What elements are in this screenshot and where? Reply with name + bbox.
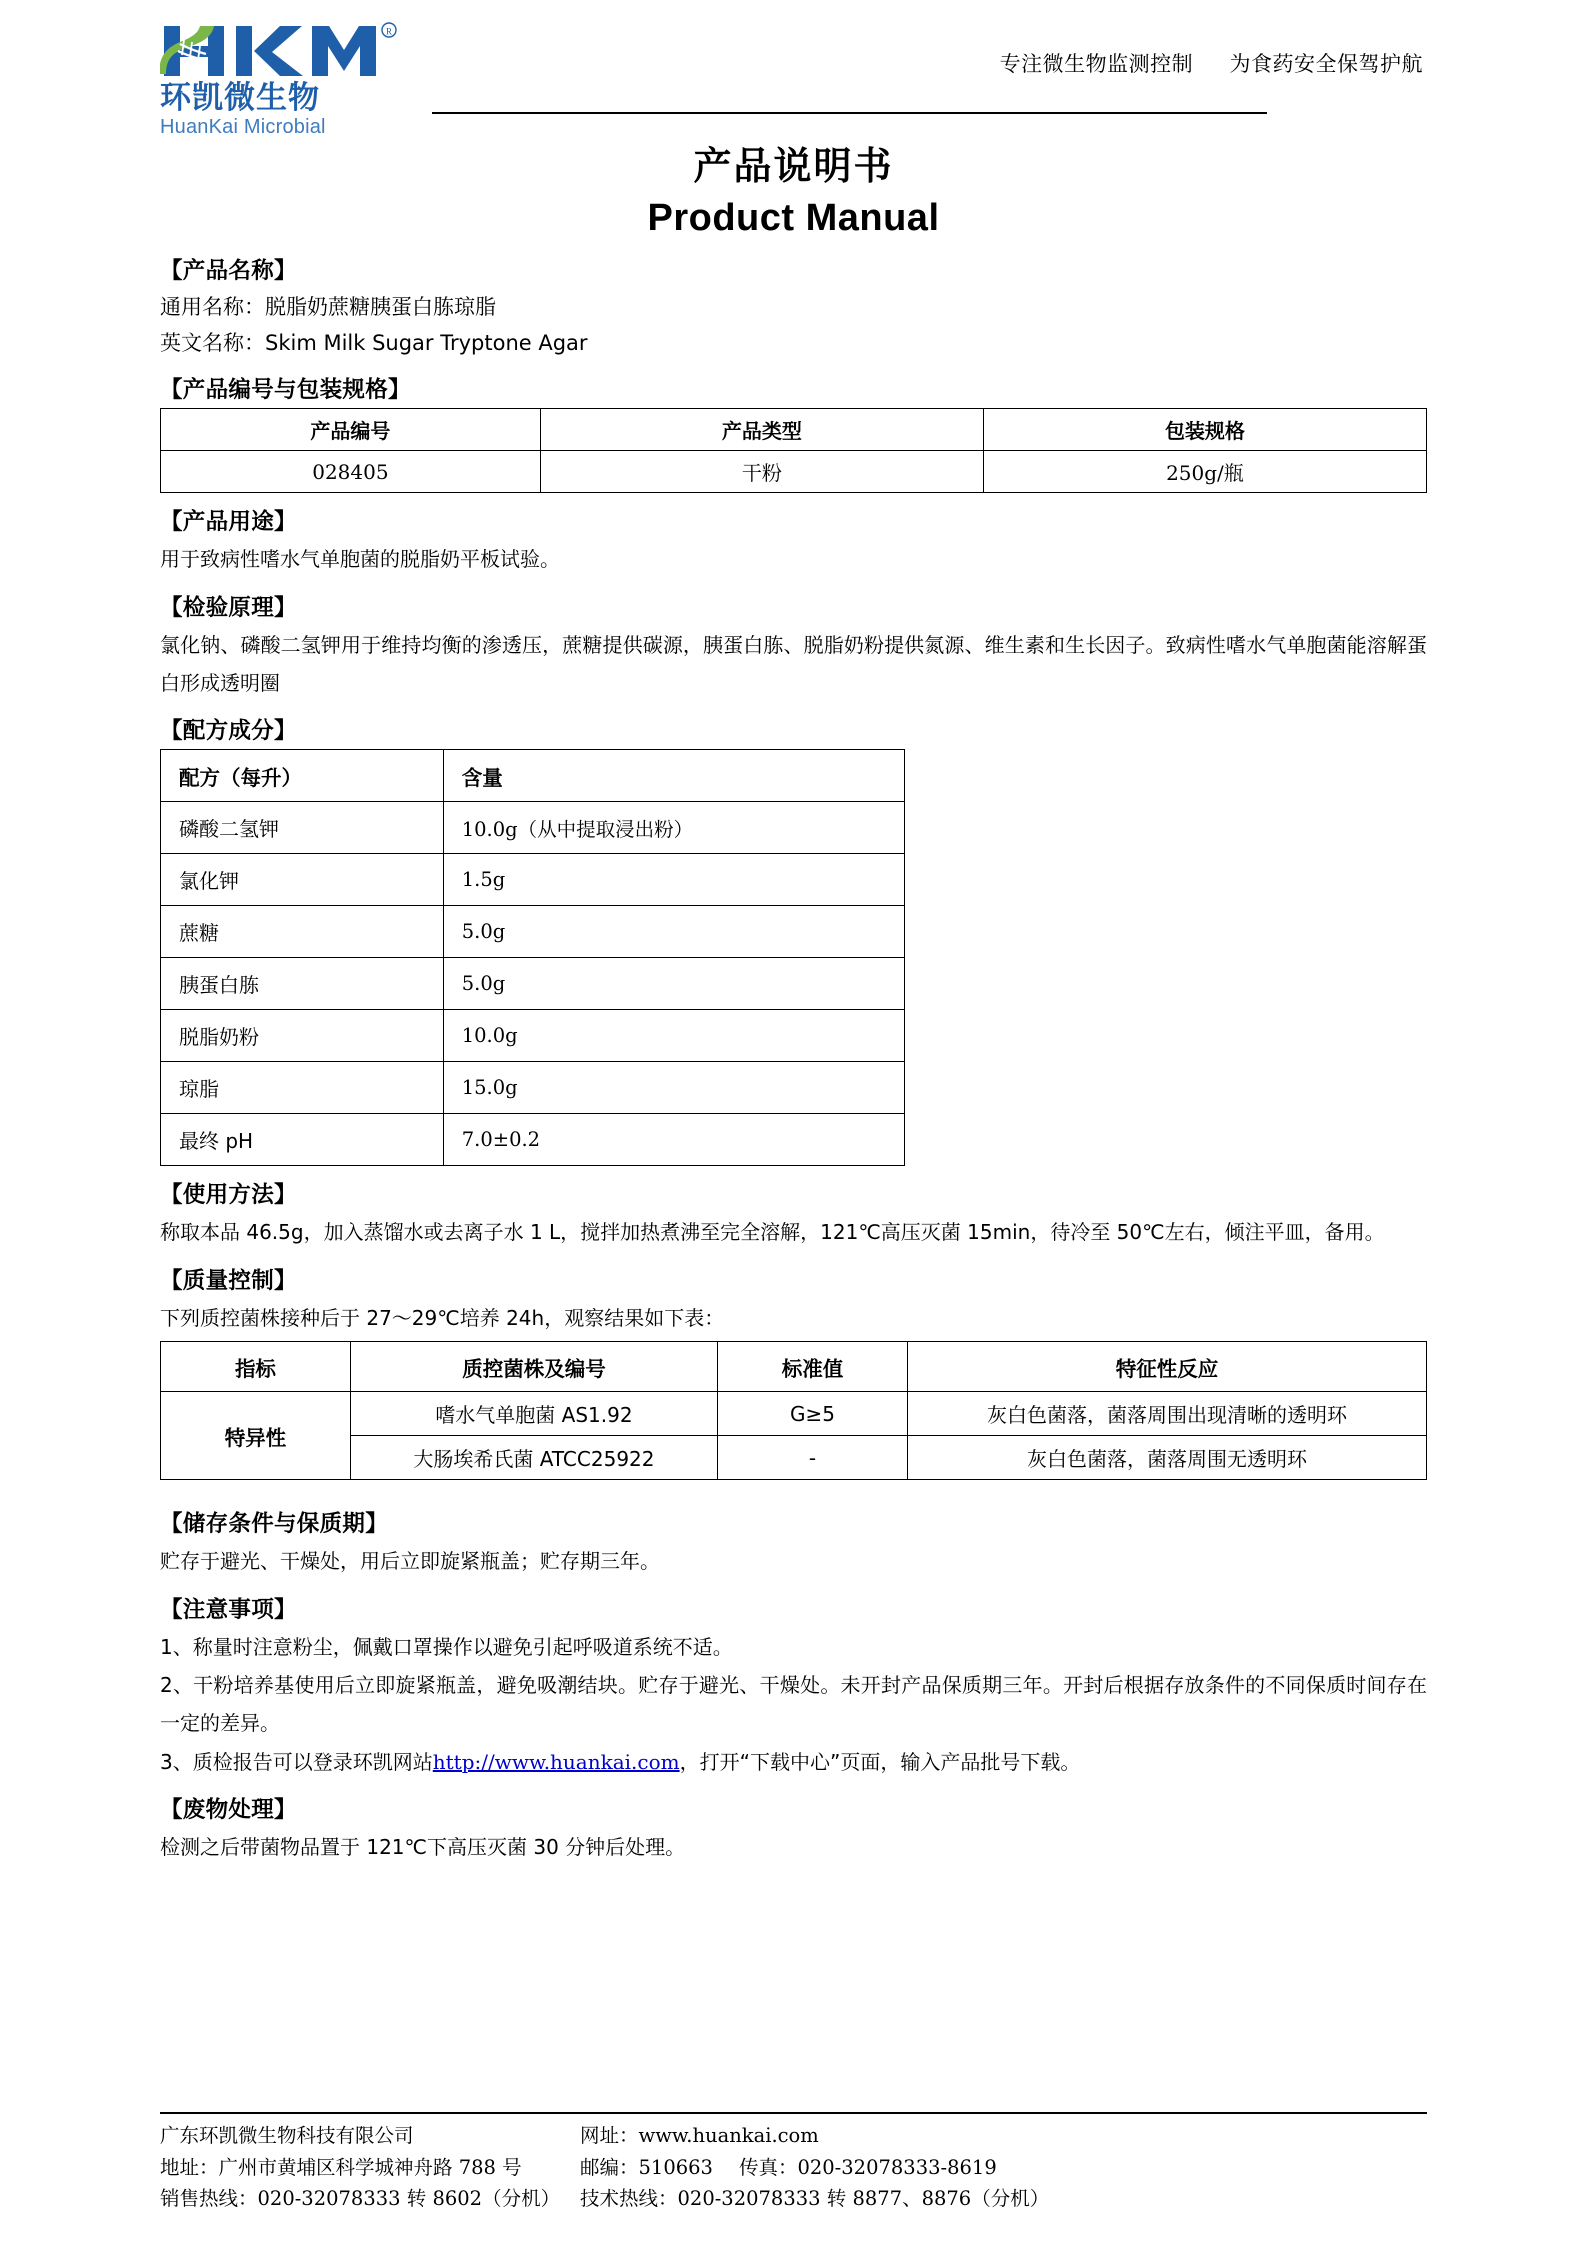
qc-col-standard: 标准值 [718, 1342, 908, 1392]
note-3-prefix: 3、质检报告可以登录环凯网站 [160, 1749, 433, 1774]
tagline-right-text: 为食药安全保驾护航 [1229, 52, 1423, 76]
formula-cell-name: 蔗糖 [161, 906, 444, 958]
tagline-left-text: 专注微生物监测控制 [999, 52, 1194, 76]
spec-col-type: 产品类型 [540, 409, 983, 451]
qc-cell-standard: G≥5 [718, 1392, 908, 1436]
qc-col-strain: 质控菌株及编号 [350, 1342, 717, 1392]
table-row [161, 958, 905, 1010]
page-header [160, 0, 1427, 138]
formula-col-amount: 含量 [443, 750, 904, 802]
formula-cell-amount: 1.5g [443, 854, 904, 906]
footer-divider [160, 2112, 1427, 2114]
table-header-row [161, 1342, 1427, 1392]
usage-text: 用于致病性嗜水气单胞菌的脱脂奶平板试验。 [160, 547, 560, 572]
qc-col-index: 指标 [161, 1342, 351, 1392]
table-row [161, 802, 905, 854]
qc-cell-reaction: 灰白色菌落，菌落周围无透明环 [907, 1436, 1426, 1480]
section-heading-notes: 【注意事项】 [160, 1596, 297, 1623]
qc-cell-strain: 嗜水气单胞菌 AS1.92 [350, 1392, 717, 1436]
formula-cell-amount: 10.0g（从中提取浸出粉） [443, 802, 904, 854]
footer-fax: 传真：020-32078333-8619 [738, 2155, 997, 2179]
section-heading-product-name: 【产品名称】 [160, 258, 297, 284]
formula-col-name: 配方（每升） [161, 750, 444, 802]
formula-cell-amount: 15.0g [443, 1062, 904, 1114]
footer-right-column [580, 2120, 1427, 2215]
principle-text: 氯化钠、磷酸二氢钾用于维持均衡的渗透压，蔗糖提供碳源，胰蛋白胨、脱脂奶粉提供氮源、维生素和生长因子。致病性嗜水气单胞菌能溶解蛋白形成透明圈 [160, 632, 1427, 695]
hkm-logo-icon [160, 22, 430, 84]
section-heading-storage: 【储存条件与保质期】 [160, 1511, 389, 1538]
note-3-suffix: ，打开“下载中心”页面，输入产品批号下载。 [679, 1749, 1081, 1774]
page-footer [160, 2112, 1427, 2215]
table-row [161, 1010, 905, 1062]
method-text: 称取本品 46.5g，加入蒸馏水或去离子水 1 L，搅拌加热煮沸至完全溶解，121℃高压灭菌 15min，待冷至 50℃左右，倾注平皿，备用。 [160, 1220, 1385, 1245]
header-tagline [460, 48, 1427, 78]
qc-cell-strain: 大肠埃希氏菌 ATCC25922 [350, 1436, 717, 1480]
table-row [161, 854, 905, 906]
table-row [161, 1062, 905, 1114]
formula-cell-name: 琼脂 [161, 1062, 444, 1114]
section-heading-principle: 【检验原理】 [160, 594, 297, 621]
note-item-2: 2、干粉培养基使用后立即旋紧瓶盖，避免吸潮结块。贮存于避光、干燥处。未开封产品保质期三年。开封后根据存放条件的不同保质时间存在一定的差异。 [160, 1672, 1427, 1736]
section-heading-formula: 【配方成分】 [160, 718, 297, 745]
qc-cell-standard: - [718, 1436, 908, 1480]
formula-table [160, 749, 905, 1166]
title-english: Product Manual [647, 196, 940, 239]
footer-left-column [160, 2120, 580, 2215]
table-row [161, 906, 905, 958]
table-row [161, 1392, 1427, 1436]
footer-postcode: 邮编：510663 [580, 2155, 713, 2179]
footer-tech-hotline: 技术热线：020-32078333 转 8877、8876（分机） [580, 2187, 1050, 2211]
title-chinese: 产品说明书 [693, 144, 894, 188]
storage-text: 贮存于避光、干燥处，用后立即旋紧瓶盖；贮存期三年。 [160, 1549, 660, 1574]
qc-cell-index: 特异性 [161, 1392, 351, 1480]
qc-cell-reaction: 灰白色菌落，菌落周围出现清晰的透明环 [907, 1392, 1426, 1436]
formula-cell-name: 最终 pH [161, 1114, 444, 1166]
footer-address: 地址：广州市黄埔区科学城神舟路 788 号 [160, 2155, 522, 2179]
generic-name-label: 通用名称： [160, 295, 265, 319]
english-name-value: Skim Milk Sugar Tryptone Agar [265, 331, 588, 356]
quality-control-table [160, 1341, 1427, 1480]
formula-cell-amount: 5.0g [443, 958, 904, 1010]
page-title [160, 143, 1427, 242]
formula-cell-amount: 5.0g [443, 906, 904, 958]
spec-cell-type: 干粉 [540, 451, 983, 493]
huankai-website-link[interactable]: http://www.huankai.com [432, 1749, 680, 1774]
footer-postcode-fax [580, 2152, 1427, 2184]
quality-control-intro: 下列质控菌株接种后于 27～29℃培养 24h，观察结果如下表： [160, 1305, 725, 1330]
section-heading-usage: 【产品用途】 [160, 509, 297, 536]
table-row [161, 1114, 905, 1166]
table-header-row [161, 750, 905, 802]
logo-chinese-name: 环凯微生物 [160, 80, 320, 116]
formula-cell-name: 胰蛋白胨 [161, 958, 444, 1010]
section-heading-spec: 【产品编号与包装规格】 [160, 377, 411, 404]
table-row [161, 451, 1427, 493]
footer-company: 广东环凯微生物科技有限公司 [160, 2124, 414, 2148]
spec-cell-code: 028405 [161, 451, 541, 493]
table-header-row [161, 409, 1427, 451]
formula-cell-name: 氯化钾 [161, 854, 444, 906]
spec-table [160, 408, 1427, 493]
formula-cell-name: 脱脂奶粉 [161, 1010, 444, 1062]
section-heading-method: 【使用方法】 [160, 1182, 297, 1209]
spec-col-code: 产品编号 [161, 409, 541, 451]
note-item-3 [160, 1743, 1427, 1781]
company-logo [160, 0, 460, 138]
english-name-line [160, 325, 1427, 361]
english-name-label: 英文名称： [160, 331, 265, 356]
formula-cell-amount: 7.0±0.2 [443, 1114, 904, 1166]
spec-col-package: 包装规格 [983, 409, 1426, 451]
waste-text: 检测之后带菌物品置于 121℃下高压灭菌 30 分钟后处理。 [160, 1835, 686, 1860]
spec-cell-package: 250g/瓶 [983, 451, 1426, 493]
footer-website: 网址：www.huankai.com [580, 2124, 819, 2148]
footer-sales-hotline: 销售热线：020-32078333 转 8602（分机） [160, 2187, 561, 2211]
logo-english-name: HuanKai Microbial [160, 115, 326, 138]
svg-text:R: R [385, 26, 393, 37]
footer-content [160, 2120, 1427, 2215]
table-row [161, 1436, 1427, 1480]
header-tagline-area [460, 0, 1427, 78]
generic-name-value: 脱脂奶蔗糖胰蛋白胨琼脂 [265, 295, 496, 319]
section-heading-quality-control: 【质量控制】 [160, 1267, 297, 1294]
formula-cell-name: 磷酸二氢钾 [161, 802, 444, 854]
note-item-1: 1、称量时注意粉尘，佩戴口罩操作以避免引起呼吸道系统不适。 [160, 1634, 733, 1659]
section-heading-waste: 【废物处理】 [160, 1797, 297, 1824]
qc-col-reaction: 特征性反应 [907, 1342, 1426, 1392]
generic-name-line [160, 289, 1427, 325]
header-divider [432, 112, 1267, 114]
formula-cell-amount: 10.0g [443, 1010, 904, 1062]
